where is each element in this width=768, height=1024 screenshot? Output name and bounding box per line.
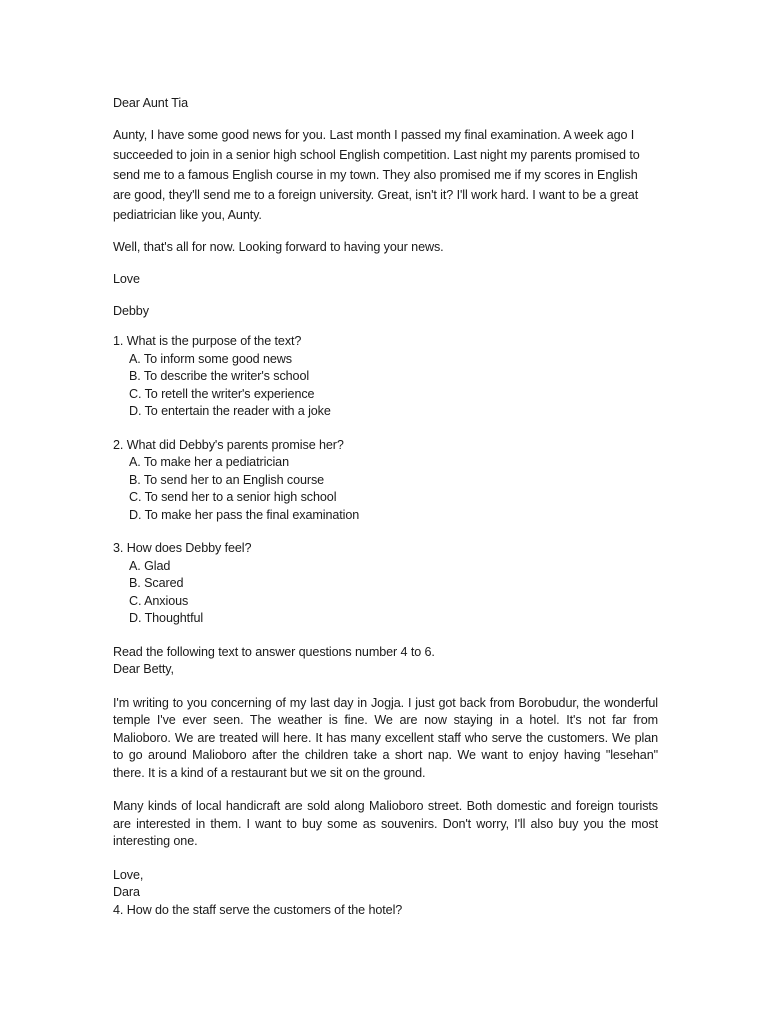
letter2-greeting: Dear Betty, — [113, 662, 174, 676]
question-1-option-c: C. To retell the writer's experience — [129, 386, 315, 401]
question-1-option-b: B. To describe the writer's school — [129, 369, 310, 383]
letter1-signature: Debby — [113, 304, 149, 318]
letter1-closing-line: Well, that's all for now. Looking forward to having your news. — [113, 240, 444, 254]
question-1-option-a: A. To inform some good news — [129, 351, 292, 366]
document-page — [113, 93, 658, 919]
letter2-signoff: Love, — [113, 867, 144, 882]
letter2-paragraph-1: I'm writing to you concerning of my last day in Jogja. I just got back from Borobudur, the wonderful temple I've ever seen. The weather is fine. We are now staying in a hotel. It's not far from Malioboro. We are treated will here. It has many excellent staff who serve the customers. We plan to go around Malioboro after the children take a short nap. We want to enjoy having "lesehan" there. It is a kind of a restaurant but we sit on the ground. — [113, 695, 658, 780]
question-2: 2. What did Debby's parents promise her? — [113, 437, 344, 452]
question-4: 4. How do the staff serve the customers of the hotel? — [113, 902, 403, 917]
letter1-greeting: Dear Aunt Tia — [113, 96, 189, 110]
question-2-option-d: D. To make her pass the final examination — [129, 507, 360, 522]
question-3-option-d: D. Thoughtful — [129, 611, 204, 625]
question-block-2 — [113, 437, 658, 525]
question-1: 1. What is the purpose of the text? — [113, 334, 302, 348]
letter1-signoff: Love — [113, 272, 140, 286]
letter1-body: Aunty, I have some good news for you. Last month I passed my final examination. A week ago I succeeded to join in a senior high school English competition. Last night my parents promised to send me to a famous English course in my town. They also promised me if my scores in English are good, they'll send me to a foreign university. Great, isn't it? I'll work hard. I want to be a great pediatrician like you, Aunty. — [113, 128, 640, 222]
question-block-3 — [113, 540, 658, 628]
question-2-option-b: B. To send her to an English course — [129, 472, 325, 487]
question-1-option-d: D. To entertain the reader with a joke — [129, 404, 331, 418]
instruction: Read the following text to answer questions number 4 to 6. — [113, 644, 435, 659]
letter2-signature: Dara — [113, 885, 140, 899]
question-2-option-c: C. To send her to a senior high school — [129, 490, 337, 504]
question-3-option-b: B. Scared — [129, 576, 184, 590]
question-3-option-c: C. Anxious — [129, 593, 189, 608]
question-3-option-a: A. Glad — [129, 558, 171, 573]
question-2-option-a: A. To make her a pediatrician — [129, 455, 289, 469]
question-block-1 — [113, 333, 658, 421]
question-3: 3. How does Debby feel? — [113, 541, 252, 555]
letter2-paragraph-2: Many kinds of local handicraft are sold along Malioboro street. Both domestic and foreign tourists are interested in them. I want to buy some as souvenirs. Don't worry, I'll also buy you the most interesting one. — [113, 799, 658, 848]
